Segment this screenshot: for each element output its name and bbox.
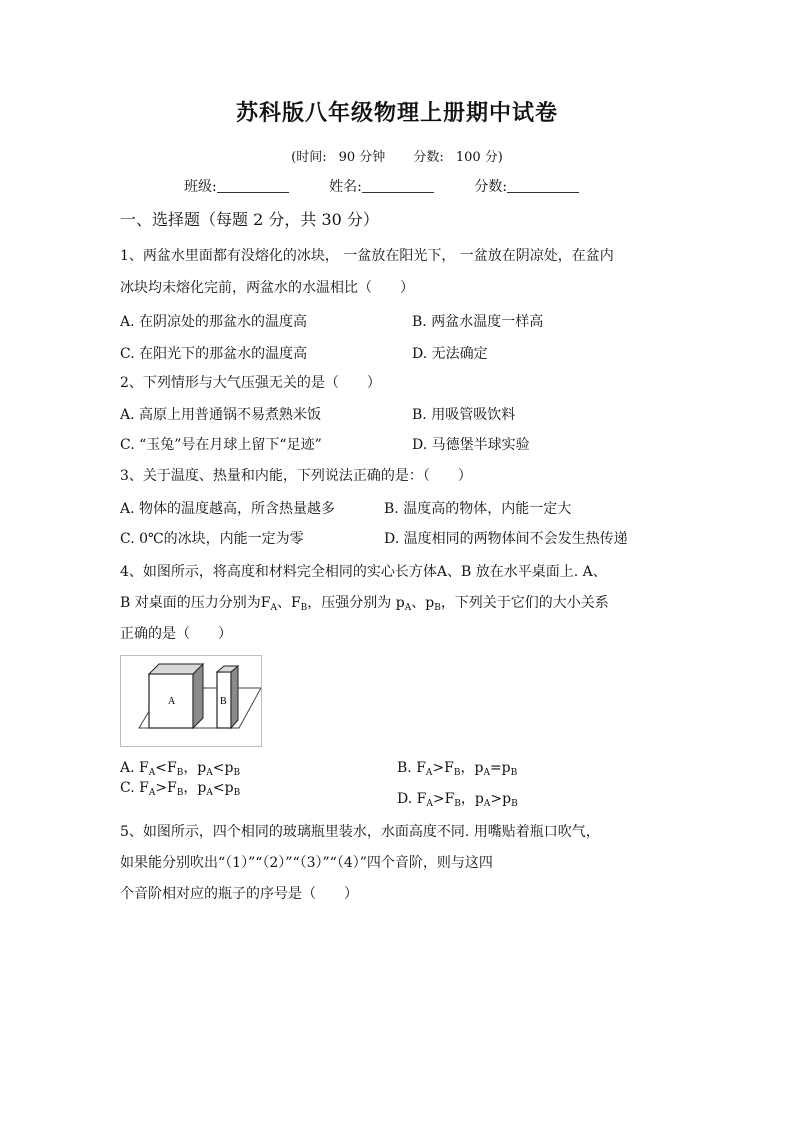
- q1-option-d: D. 无法确定: [412, 346, 488, 362]
- name-label: 姓名:: [329, 179, 362, 195]
- time-label: (时间:: [291, 150, 327, 165]
- q4-option-a: A. $F_A<F_B$，$p_A<p_B$: [120, 760, 241, 778]
- q3-line1: 3、关于温度、热量和内能，下列说法正确的是：（ ）: [120, 468, 472, 484]
- q5-line2: 如果能分别吹出“（1）”“（2）”“（3）”“（4）”四个音阶，则与这四: [120, 855, 493, 871]
- q4-line3: 正确的是（ ）: [120, 626, 232, 642]
- student-info-line: [184, 176, 579, 196]
- q5-line1: 5、如图所示，四个相同的玻璃瓶里装水，水面高度不同. 用嘴贴着瓶口吹气，: [120, 824, 600, 840]
- exam-time-score: [0, 146, 794, 165]
- block-b-side: [231, 666, 238, 728]
- q1-option-b: B. 两盆水温度一样高: [412, 314, 544, 330]
- q3-option-a: A. 物体的温度越高，所含热量越多: [120, 501, 336, 517]
- q3-option-d: D. 温度相同的两物体间不会发生热传递: [384, 531, 628, 547]
- total-score-value: 100 分): [455, 150, 503, 165]
- section-heading: 一、选择题（每题 2 分，共 30 分）: [120, 210, 379, 229]
- block-b-label: B: [220, 696, 227, 707]
- q2-option-d: D. 马德堡半球实验: [412, 437, 530, 453]
- q3-option-c: C. 0℃的冰块，内能一定为零: [120, 531, 304, 547]
- class-label: 班级:: [184, 179, 217, 195]
- time-value: 90 分钟: [338, 150, 386, 165]
- q4-line2: B 对桌面的压力分别为$F_A$、$F_B$，压强分别为 $p_A$、$p_B$，下列关于它们的大小关系: [120, 595, 609, 613]
- q2-option-c: C. “玉兔”号在月球上留下“足迹”: [120, 437, 322, 453]
- score-label: 分数:: [474, 179, 508, 195]
- q2-option-a: A. 高原上用普通锅不易煮熟米饭: [120, 407, 322, 423]
- q4-option-b: B. $F_A>F_B$，$p_A=p_B$: [397, 760, 518, 778]
- q1-option-c: C. 在阳光下的那盆水的温度高: [120, 346, 308, 362]
- total-score-label: 分数:: [413, 150, 444, 165]
- q4-option-d: D. $F_A>F_B$，$p_A>p_B$: [397, 791, 518, 809]
- page-title: 苏科版八年级物理上册期中试卷: [235, 100, 558, 126]
- q1-line2: 冰块均未熔化完前，两盆水的水温相比（ ）: [120, 280, 414, 296]
- q5-line3: 个音阶相对应的瓶子的序号是（ ）: [120, 886, 358, 902]
- q1-option-a: A. 在阴凉处的那盆水的温度高: [120, 314, 308, 330]
- name-field[interactable]: [362, 178, 434, 193]
- block-a-side: [193, 664, 203, 728]
- q2-option-b: B. 用吸管吸饮料: [412, 407, 516, 423]
- q2-line1: 2、下列情形与大气压强无关的是（ ）: [120, 375, 381, 391]
- q4-line1: 4、如图所示，将高度和材料完全相同的实心长方体A、B 放在水平桌面上. A、: [120, 564, 607, 580]
- score-field[interactable]: [507, 178, 579, 193]
- q4-option-c: C. $F_A>F_B$，$p_A<p_B$: [120, 780, 241, 798]
- class-field[interactable]: [217, 178, 289, 193]
- block-a-label: A: [168, 696, 176, 707]
- blocks-diagram: [121, 656, 261, 746]
- blocks-figure: [120, 655, 262, 747]
- block-a-top: [149, 664, 203, 674]
- q1-line1: 1、两盆水里面都有没熔化的冰块， 一盆放在阳光下， 一盆放在阴凉处，在盆内: [120, 248, 614, 264]
- q3-option-b: B. 温度高的物体，内能一定大: [384, 501, 572, 517]
